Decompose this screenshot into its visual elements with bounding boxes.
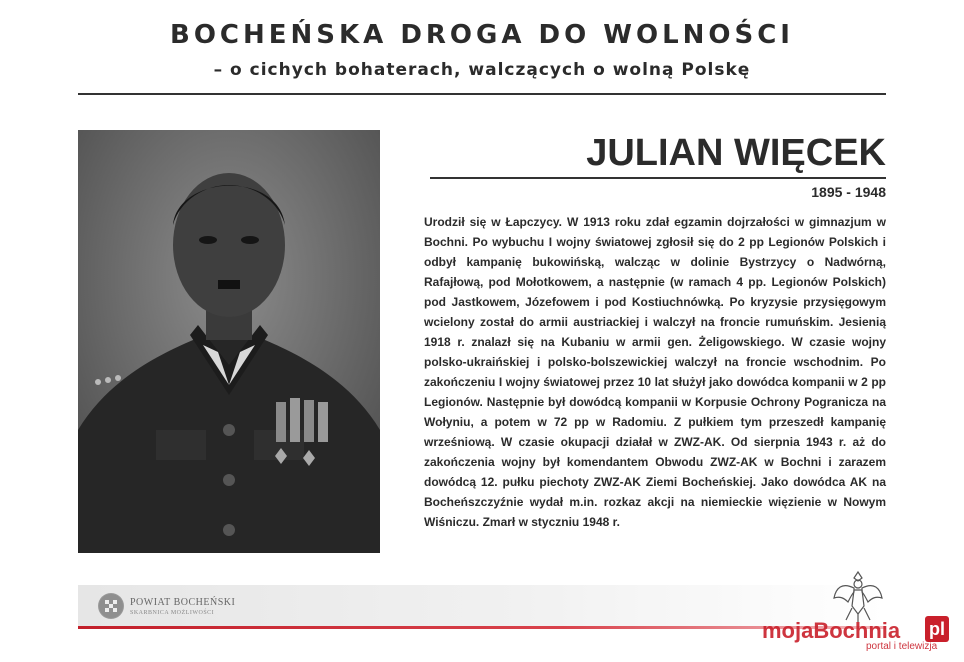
person-years: 1895 - 1948 [811, 184, 886, 200]
powiat-logo-icon [98, 593, 124, 619]
person-name: JULIAN WIĘCEK [586, 132, 886, 174]
name-divider [430, 177, 886, 179]
watermark-brand: mojaBochnia [762, 618, 901, 643]
portrait-photo [78, 130, 380, 553]
poster-subtitle: – o cichych bohaterach, walczących o wolną Polskę [213, 60, 751, 80]
watermark-tagline: portal i telewizja [866, 641, 938, 652]
powiat-logo-tagline: SKARBNICA MOŻLIWOŚCI [130, 610, 215, 616]
white-eagle-emblem-icon [832, 568, 884, 624]
header-divider [78, 93, 886, 95]
watermark-tld-badge: pl [925, 616, 949, 642]
person-biography: Urodził się w Łapczycy. W 1913 roku zdał egzamin dojrzałości w gimnazjum w Bochni. Po wybuchu I wojny światowej zgłosił się do 2 pp Legionów Polskich i odbył kampanię bukowińską, walcząc w dolinie Bystrzycy o Nadwórną, Rafajłową, pod Mołotkowem, a następnie (w ramach 4 pp. Legionów Polskich) pod Jastkowem, Józefowem i pod Kostiuchnówką. Po kryzysie przysięgowym wcielony został do armii austriackiej i walczył na froncie rumuńskim. Jesienią 1918 r. znalazł się na Kubaniu w armii gen. Żeligowskiego. W czasie wojny polsko-ukraińskiej i polsko-bolszewickiej walczył na froncie wschodnim. Po zakończeniu I wojny światowej przez 10 lat służył jako dowódca kompanii w 2 pp Legionów. Następnie był dowódcą kompanii w Korpusie Ochrony Pogranicza na Wołyniu, a potem w 72 pp w Radomiu. Z pułkiem tym przeszedł kampanię wrześniową. W czasie okupacji działał w ZWZ-AK. Od sierpnia 1943 r. aż do zakończenia wojny był komendantem Obwodu ZWZ-AK w Bochni i zarazem dowódcą 12. pułku piechoty ZWZ-AK Ziemi Bocheńskiej. Jako dowódca AK na Bocheńszczyźnie wydał m.in. rozkaz akcji na niemieckie więzienie w Nowym Wiśniczu. Zmarł w styczniu 1948 r. [424, 215, 886, 529]
poster-title: BOCHEŃSKA DROGA DO WOLNOŚCI [170, 20, 794, 50]
powiat-logo-name: POWIAT BOCHEŃSKI [130, 597, 236, 608]
portrait-illustration [78, 130, 380, 553]
